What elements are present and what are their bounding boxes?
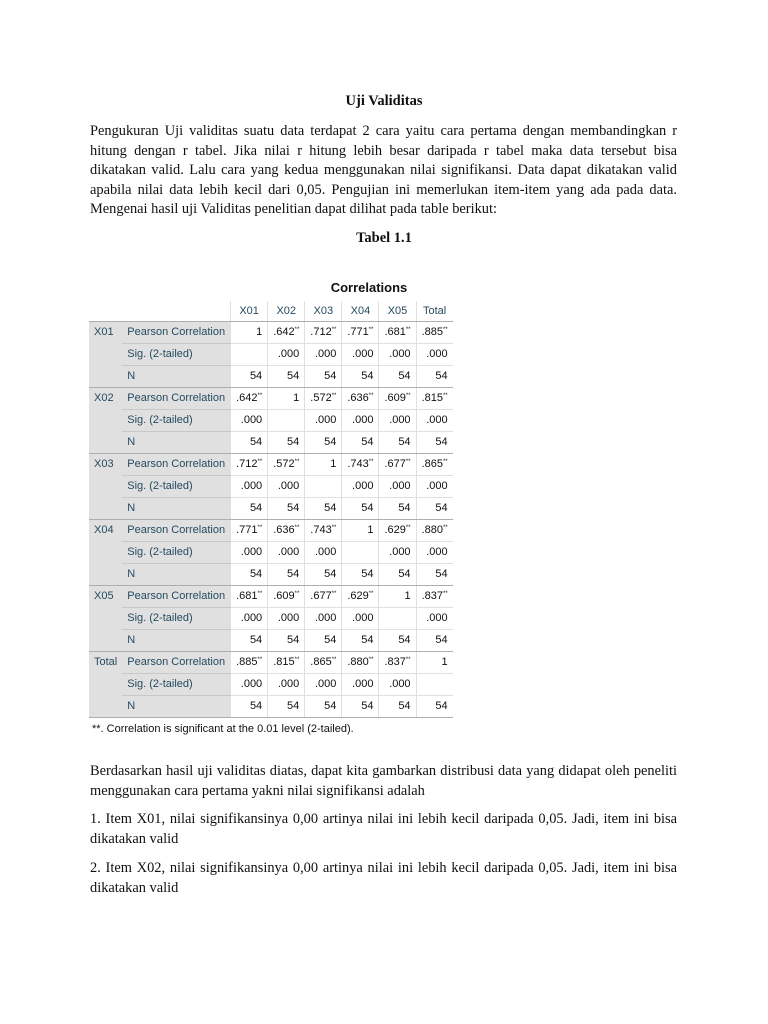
statistic-label: Pearson Correlation [122, 453, 230, 475]
value-cell: 54 [268, 629, 305, 651]
column-header: X03 [305, 301, 342, 321]
cell-value: 1 [367, 524, 374, 536]
cell-value: .837 [384, 656, 406, 668]
significance-marker: ** [442, 327, 448, 333]
value-cell [268, 651, 305, 673]
significance-marker: ** [257, 393, 263, 399]
table-row [89, 585, 453, 607]
significance-marker: ** [294, 657, 300, 663]
statistic-label: Pearson Correlation [122, 585, 230, 607]
statistic-label: Sig. (2-tailed) [122, 541, 230, 563]
header-blank-cell [89, 301, 122, 321]
cell-value: .771 [236, 524, 258, 536]
significance-marker: ** [368, 591, 374, 597]
result-paragraph: Berdasarkan hasil uji validitas diatas, dapat kita gambarkan distribusi data yang didapat oleh peneliti menggunakan cara pertama yakni nilai signifikansi adalah [90, 763, 677, 799]
value-cell: .000 [379, 409, 416, 431]
correlations-title: Correlations [330, 280, 408, 295]
column-header: X01 [231, 301, 268, 321]
value-cell: .000 [268, 607, 305, 629]
table-row [89, 321, 453, 343]
table-body [89, 321, 453, 717]
value-cell: 54 [305, 431, 342, 453]
value-cell: 54 [416, 497, 453, 519]
statistic-label: Sig. (2-tailed) [122, 409, 230, 431]
statistic-label: N [122, 365, 230, 387]
value-cell [268, 585, 305, 607]
significance-marker: ** [294, 459, 300, 465]
value-cell: .000 [379, 343, 416, 365]
table-row [89, 497, 453, 519]
value-cell: 54 [231, 629, 268, 651]
statistic-label: Sig. (2-tailed) [122, 343, 230, 365]
value-cell: .000 [342, 607, 379, 629]
table-row [89, 563, 453, 585]
value-cell: 54 [342, 695, 379, 717]
table-row [89, 387, 453, 409]
value-cell [231, 585, 268, 607]
statistic-label: N [122, 695, 230, 717]
table-row [89, 541, 453, 563]
cell-value: .743 [347, 458, 369, 470]
cell-value: .572 [273, 458, 295, 470]
cell-value: .629 [347, 590, 369, 602]
value-cell [305, 387, 342, 409]
significance-marker: ** [257, 525, 263, 531]
statistic-label: Pearson Correlation [122, 651, 230, 673]
value-cell [342, 387, 379, 409]
cell-value: .865 [421, 458, 443, 470]
value-cell: .000 [305, 673, 342, 695]
cell-value: 1 [256, 326, 263, 338]
value-cell: 54 [379, 695, 416, 717]
value-cell: 54 [231, 365, 268, 387]
value-cell [342, 519, 379, 541]
cell-value: .677 [310, 590, 332, 602]
table-row [89, 629, 453, 651]
statistic-label: N [122, 629, 230, 651]
significance-marker: ** [331, 591, 337, 597]
cell-value: .629 [384, 524, 406, 536]
significance-marker: ** [331, 657, 337, 663]
cell-value: .885 [421, 326, 443, 338]
value-cell [416, 321, 453, 343]
cell-value: .642 [236, 392, 258, 404]
value-cell [305, 321, 342, 343]
variable-label: X05 [89, 585, 122, 651]
table-caption: Tabel 1.1 [356, 230, 412, 246]
value-cell [416, 585, 453, 607]
value-cell: 54 [231, 431, 268, 453]
value-cell: 54 [342, 365, 379, 387]
significance-marker: ** [368, 393, 374, 399]
value-cell [379, 585, 416, 607]
correlations-table [89, 301, 453, 718]
value-cell [268, 321, 305, 343]
statistic-label: Sig. (2-tailed) [122, 475, 230, 497]
value-cell [231, 453, 268, 475]
value-cell [231, 343, 268, 365]
cell-value: .712 [310, 326, 332, 338]
significance-marker: ** [442, 591, 448, 597]
value-cell: .000 [342, 673, 379, 695]
significance-marker: ** [442, 525, 448, 531]
cell-value: .880 [347, 656, 369, 668]
value-cell: 54 [231, 695, 268, 717]
value-cell: 54 [268, 431, 305, 453]
statistic-label: N [122, 563, 230, 585]
cell-value: .771 [347, 326, 369, 338]
value-cell: .000 [342, 343, 379, 365]
cell-value: .880 [421, 524, 443, 536]
statistic-label: Pearson Correlation [122, 387, 230, 409]
cell-value: .636 [273, 524, 295, 536]
value-cell [342, 585, 379, 607]
value-cell: 54 [342, 497, 379, 519]
value-cell [268, 453, 305, 475]
variable-label: X01 [89, 321, 122, 387]
value-cell: .000 [305, 541, 342, 563]
value-cell: .000 [416, 475, 453, 497]
table-row [89, 431, 453, 453]
significance-marker: ** [368, 327, 374, 333]
column-header: X04 [342, 301, 379, 321]
value-cell: .000 [231, 541, 268, 563]
value-cell: .000 [416, 607, 453, 629]
significance-marker: ** [257, 657, 263, 663]
table-row [89, 519, 453, 541]
intro-paragraph: Pengukuran Uji validitas suatu data terdapat 2 cara yaitu cara pertama dengan membandingkan r hitung dengan r tabel. Jika nilai r hitung lebih besar daripada r tabel maka data tersebut bisa dikatakan valid. Lalu cara yang kedua menggunakan nilai signifikansi. Data dapat dikatakan valid apabila nilai data lebih kecil dari 0,05. Pengujian ini memerlukan item-item yang ada pada data. Mengenai hasil uji Validitas penelitian dapat dilihat pada table berikut: [90, 123, 677, 218]
column-header: Total [416, 301, 453, 321]
value-cell: .000 [342, 475, 379, 497]
value-cell [342, 541, 379, 563]
cell-value: 1 [441, 656, 448, 668]
value-cell [342, 651, 379, 673]
document-title: Uji Validitas [345, 93, 423, 109]
value-cell: 54 [416, 365, 453, 387]
value-cell: .000 [231, 475, 268, 497]
significance-marker: ** [331, 525, 337, 531]
table-row [89, 607, 453, 629]
cell-value: .815 [273, 656, 295, 668]
value-cell: .000 [268, 475, 305, 497]
value-cell: 54 [268, 695, 305, 717]
value-cell: 54 [305, 365, 342, 387]
value-cell: .000 [268, 343, 305, 365]
cell-value: 1 [293, 392, 300, 404]
value-cell [379, 321, 416, 343]
value-cell: 54 [231, 497, 268, 519]
value-cell: .000 [231, 607, 268, 629]
value-cell: .000 [231, 673, 268, 695]
value-cell: 54 [379, 365, 416, 387]
table-footnote: **. Correlation is significant at the 0.01 level (2-tailed). [92, 723, 354, 735]
value-cell: 54 [305, 629, 342, 651]
significance-marker: ** [405, 525, 411, 531]
variable-label: Total [89, 651, 122, 717]
value-cell: .000 [268, 673, 305, 695]
value-cell: .000 [231, 409, 268, 431]
value-cell [231, 387, 268, 409]
cell-value: 1 [330, 458, 337, 470]
value-cell [305, 453, 342, 475]
value-cell [305, 475, 342, 497]
value-cell: .000 [416, 343, 453, 365]
value-cell: 54 [305, 497, 342, 519]
header-blank-cell [122, 301, 230, 321]
table-row [89, 409, 453, 431]
value-cell [379, 519, 416, 541]
value-cell [379, 607, 416, 629]
significance-marker: ** [368, 657, 374, 663]
value-cell: 54 [416, 563, 453, 585]
significance-marker: ** [442, 393, 448, 399]
statistic-label: Sig. (2-tailed) [122, 607, 230, 629]
value-cell: 54 [416, 695, 453, 717]
value-cell: 54 [231, 563, 268, 585]
variable-label: X04 [89, 519, 122, 585]
statistic-label: N [122, 497, 230, 519]
value-cell [231, 321, 268, 343]
significance-marker: ** [331, 393, 337, 399]
significance-marker: ** [331, 327, 337, 333]
table-header-row [89, 301, 453, 321]
value-cell [379, 387, 416, 409]
value-cell: 54 [268, 365, 305, 387]
value-cell [268, 387, 305, 409]
significance-marker: ** [294, 591, 300, 597]
value-cell [268, 409, 305, 431]
statistic-label: Pearson Correlation [122, 519, 230, 541]
value-cell [416, 673, 453, 695]
value-cell: 54 [379, 629, 416, 651]
value-cell [416, 651, 453, 673]
value-cell [416, 387, 453, 409]
cell-value: .865 [310, 656, 332, 668]
statistic-label: Pearson Correlation [122, 321, 230, 343]
item-x01-paragraph: 1. Item X01, nilai signifikansinya 0,00 artinya nilai ini lebih kecil daripada 0,05. Jadi, item ini bisa dikatakan valid [90, 811, 677, 847]
cell-value: .572 [310, 392, 332, 404]
value-cell: .000 [379, 673, 416, 695]
significance-marker: ** [294, 525, 300, 531]
table-row [89, 695, 453, 717]
value-cell: 54 [268, 563, 305, 585]
value-cell [342, 453, 379, 475]
cell-value: 1 [404, 590, 411, 602]
value-cell [305, 651, 342, 673]
significance-marker: ** [442, 459, 448, 465]
value-cell [416, 453, 453, 475]
value-cell: .000 [379, 475, 416, 497]
value-cell: 54 [379, 431, 416, 453]
table-row [89, 673, 453, 695]
significance-marker: ** [405, 327, 411, 333]
cell-value: .681 [384, 326, 406, 338]
significance-marker: ** [368, 459, 374, 465]
cell-value: .885 [236, 656, 258, 668]
significance-marker: ** [405, 657, 411, 663]
significance-marker: ** [405, 459, 411, 465]
value-cell: 54 [268, 497, 305, 519]
value-cell: 54 [342, 629, 379, 651]
cell-value: .609 [384, 392, 406, 404]
value-cell [305, 585, 342, 607]
value-cell: 54 [379, 563, 416, 585]
value-cell [379, 453, 416, 475]
table-row [89, 475, 453, 497]
value-cell: 54 [416, 629, 453, 651]
value-cell [379, 651, 416, 673]
cell-value: .815 [421, 392, 443, 404]
value-cell [231, 651, 268, 673]
significance-marker: ** [294, 327, 300, 333]
column-header: X05 [379, 301, 416, 321]
value-cell [416, 519, 453, 541]
item-x02-paragraph: 2. Item X02, nilai signifikansinya 0,00 artinya nilai ini lebih kecil daripada 0,05. Jadi, item ini bisa dikatakan valid [90, 860, 677, 896]
value-cell: 54 [305, 695, 342, 717]
value-cell [231, 519, 268, 541]
cell-value: .681 [236, 590, 258, 602]
value-cell: .000 [305, 607, 342, 629]
variable-label: X03 [89, 453, 122, 519]
value-cell: .000 [379, 541, 416, 563]
value-cell: 54 [416, 431, 453, 453]
value-cell: .000 [342, 409, 379, 431]
table-row [89, 651, 453, 673]
cell-value: .609 [273, 590, 295, 602]
value-cell: .000 [305, 343, 342, 365]
value-cell: .000 [268, 541, 305, 563]
table-row [89, 343, 453, 365]
cell-value: .837 [421, 590, 443, 602]
table-row [89, 453, 453, 475]
value-cell: 54 [379, 497, 416, 519]
variable-label: X02 [89, 387, 122, 453]
cell-value: .677 [384, 458, 406, 470]
cell-value: .712 [236, 458, 258, 470]
value-cell: 54 [342, 563, 379, 585]
value-cell [268, 519, 305, 541]
cell-value: .743 [310, 524, 332, 536]
value-cell: .000 [416, 541, 453, 563]
significance-marker: ** [257, 459, 263, 465]
statistic-label: N [122, 431, 230, 453]
statistic-label: Sig. (2-tailed) [122, 673, 230, 695]
cell-value: .636 [347, 392, 369, 404]
value-cell [342, 321, 379, 343]
cell-value: .642 [273, 326, 295, 338]
value-cell: .000 [416, 409, 453, 431]
column-header: X02 [268, 301, 305, 321]
significance-marker: ** [257, 591, 263, 597]
value-cell: .000 [305, 409, 342, 431]
value-cell: 54 [305, 563, 342, 585]
value-cell: 54 [342, 431, 379, 453]
value-cell [305, 519, 342, 541]
table-row [89, 365, 453, 387]
significance-marker: ** [405, 393, 411, 399]
